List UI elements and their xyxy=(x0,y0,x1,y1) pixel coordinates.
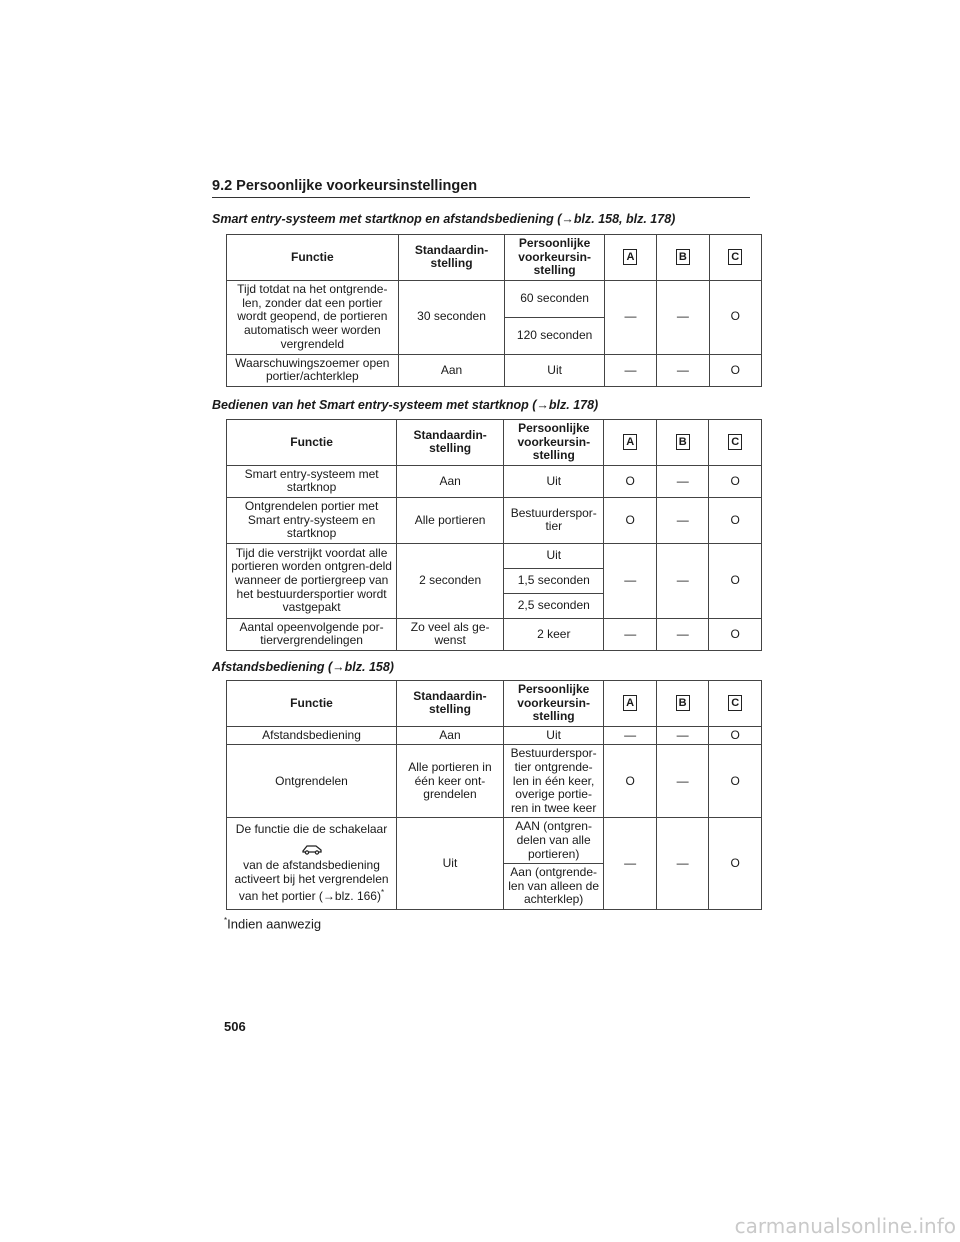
cell-standaard: Aan xyxy=(398,354,505,386)
page-number: 506 xyxy=(224,1019,246,1034)
functie-bottom-text: van de afstandsbediening activeert bij het vergrendelen van het portier (→blz. 166) xyxy=(234,858,389,904)
cell-b: — xyxy=(657,354,709,386)
footnote-mark: * xyxy=(224,916,228,925)
table1-title: Smart entry-systeem met startknop en afstandsbediening (→blz. 158, blz. 178) xyxy=(212,212,676,226)
header-b xyxy=(656,681,709,727)
table-row xyxy=(227,497,762,543)
table-row xyxy=(227,543,762,568)
footnote xyxy=(224,916,321,931)
cell-a: — xyxy=(604,818,657,910)
cell-functie xyxy=(227,818,397,910)
table1 xyxy=(226,234,762,387)
cell-b: — xyxy=(656,543,708,618)
table-row xyxy=(227,818,762,864)
cell-functie: Tijd totdat na het ontgrende-len, zonder dat een portier wordt geopend, de portieren automatisch weer worden vergrendeld xyxy=(227,280,399,354)
cell-c: O xyxy=(709,280,761,354)
box-letter-b: B xyxy=(676,249,690,265)
cell-a: — xyxy=(604,354,656,386)
cell-c: O xyxy=(709,726,762,745)
table-row xyxy=(227,726,762,745)
table2 xyxy=(226,419,762,651)
cell-option: Uit xyxy=(504,465,604,497)
cell-standaard: 30 seconden xyxy=(398,280,505,354)
table3-title: Afstandsbediening (→blz. 158) xyxy=(212,660,394,674)
header-persoonlijk: Persoonlijke voorkeursin- stelling xyxy=(505,235,604,281)
cell-functie: Smart entry-systeem met startknop xyxy=(227,465,397,497)
cell-option: AAN (ontgren-delen van alle portieren) xyxy=(503,818,603,864)
header-c xyxy=(709,235,761,281)
box-letter-b: B xyxy=(676,434,690,450)
cell-functie: Ontgrendelen xyxy=(227,745,397,818)
cell-functie: Ontgrendelen portier met Smart entry-systeem en startknop xyxy=(227,497,397,543)
table-row xyxy=(227,280,762,317)
cell-standaard: Aan xyxy=(397,465,504,497)
cell-a: — xyxy=(604,543,656,618)
cell-b: — xyxy=(657,280,709,354)
header-persoonlijk: Persoonlijke voorkeursin- stelling xyxy=(504,420,604,466)
box-letter-a: A xyxy=(623,249,637,265)
footnote-mark: * xyxy=(380,888,385,898)
table-row xyxy=(227,618,762,650)
table1-header xyxy=(227,235,762,281)
functie-top-text: De functie die de schakelaar xyxy=(235,822,388,837)
header-standaard: Standaardin- stelling xyxy=(398,235,505,281)
header-persoonlijk: Persoonlijke voorkeursin- stelling xyxy=(503,681,603,727)
box-letter-a: A xyxy=(623,695,637,711)
cell-b: — xyxy=(656,618,708,650)
header-functie: Functie xyxy=(227,235,399,281)
cell-c: O xyxy=(709,497,762,543)
header-c xyxy=(709,420,762,466)
cell-b: — xyxy=(656,726,709,745)
cell-functie: Afstandsbediening xyxy=(227,726,397,745)
cell-option: Bestuurderspor-tier ontgrende-len in één keer, overige portie-ren in twee keer xyxy=(503,745,603,818)
header-functie: Functie xyxy=(227,420,397,466)
header-a xyxy=(604,681,657,727)
cell-c: O xyxy=(709,745,762,818)
cell-b: — xyxy=(656,745,709,818)
header-b xyxy=(657,235,709,281)
cell-a: — xyxy=(604,726,657,745)
table3-header xyxy=(227,681,762,727)
cell-c: O xyxy=(709,818,762,910)
header-b xyxy=(656,420,708,466)
header-standaard: Standaardin- stelling xyxy=(397,681,504,727)
cell-b: — xyxy=(656,497,708,543)
cell-option: Aan (ontgrende-len van alleen de achterklep) xyxy=(503,864,603,910)
cell-option: 60 seconden xyxy=(505,280,604,317)
cell-option: 2,5 seconden xyxy=(504,593,604,618)
table-row xyxy=(227,745,762,818)
box-letter-c: C xyxy=(728,695,742,711)
footnote-text: Indien aanwezig xyxy=(227,916,322,932)
cell-option: Uit xyxy=(503,726,603,745)
cell-functie: Tijd die verstrijkt voordat alle portieren worden ontgren-deld wanneer de portiergreep van het bestuurdersportier wordt vastgepakt xyxy=(227,543,397,618)
cell-functie: Waarschuwingszoemer open portier/achterklep xyxy=(227,354,399,386)
cell-b: — xyxy=(656,818,709,910)
box-letter-a: A xyxy=(623,434,637,450)
box-letter-c: C xyxy=(728,434,742,450)
table-row xyxy=(227,354,762,386)
cell-standaard: Uit xyxy=(397,818,504,910)
cell-c: O xyxy=(709,618,762,650)
car-key-icon xyxy=(301,841,323,855)
cell-a: O xyxy=(604,497,656,543)
cell-functie: Aantal opeenvolgende por-tiervergrendelingen xyxy=(227,618,397,650)
cell-c: O xyxy=(709,465,762,497)
table3 xyxy=(226,680,762,910)
cell-standaard: Zo veel als ge-wenst xyxy=(397,618,504,650)
header-a xyxy=(604,235,656,281)
table2-header xyxy=(227,420,762,466)
cell-option: Bestuurderspor-tier xyxy=(504,497,604,543)
section-title: 9.2 Persoonlijke voorkeursinstellingen xyxy=(212,178,750,198)
cell-standaard: Alle portieren in één keer ont-grendelen xyxy=(397,745,504,818)
box-letter-b: B xyxy=(676,695,690,711)
cell-a: — xyxy=(604,618,656,650)
cell-a: O xyxy=(604,745,657,818)
cell-c: O xyxy=(709,354,761,386)
cell-option: Uit xyxy=(505,354,604,386)
table2-title: Bedienen van het Smart entry-systeem met startknop (→blz. 178) xyxy=(212,398,599,412)
header-functie: Functie xyxy=(227,681,397,727)
cell-option: 2 keer xyxy=(504,618,604,650)
cell-standaard: 2 seconden xyxy=(397,543,504,618)
watermark: carmanualsonline.info xyxy=(734,1214,956,1238)
cell-a: — xyxy=(604,280,656,354)
cell-c: O xyxy=(709,543,762,618)
cell-option: 1,5 seconden xyxy=(504,568,604,593)
cell-b: — xyxy=(656,465,708,497)
cell-option: 120 seconden xyxy=(505,317,604,354)
table-row xyxy=(227,465,762,497)
cell-standaard: Alle portieren xyxy=(397,497,504,543)
header-c xyxy=(709,681,762,727)
header-standaard: Standaardin- stelling xyxy=(397,420,504,466)
cell-standaard: Aan xyxy=(397,726,504,745)
box-letter-c: C xyxy=(728,249,742,265)
cell-a: O xyxy=(604,465,656,497)
cell-option: Uit xyxy=(504,543,604,568)
header-a xyxy=(604,420,656,466)
